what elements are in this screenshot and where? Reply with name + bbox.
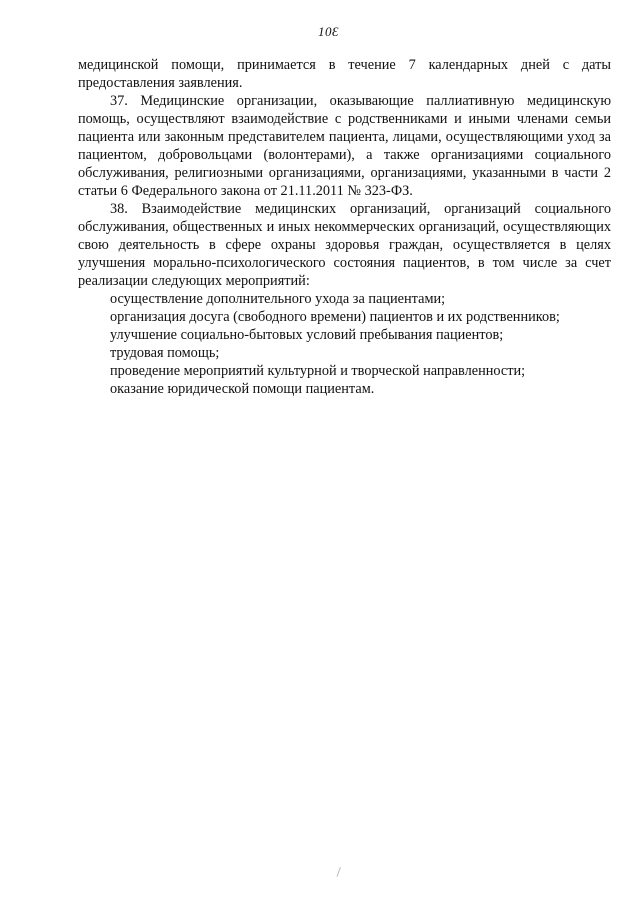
list-item: осуществление дополнительного ухода за пациентами; (110, 291, 446, 307)
list-item: трудовая помощь; (110, 345, 220, 361)
document-body (78, 56, 611, 398)
page-number: 10Ɛ (318, 24, 339, 39)
paragraph-continuation: медицинской помощи, принимается в течение 7 календарных дней с даты предоставления заявления. (78, 57, 611, 91)
scan-artifact (337, 867, 347, 879)
paragraph-37: 37. Медицинские организации, оказывающие паллиативную медицинскую помощь, осуществляют взаимодействие с родственниками и иными членами семьи пациента или законным представителем пациента, лицами, осуществляющими уход за пациентом, добровольцами (волонтерами), а также организациями социального обслуживания, религиозными организациями, организациями, указанными в части 2 статьи 6 Федерального закона от 21.11.2011 № 323-ФЗ. (78, 93, 611, 199)
measures-list (78, 290, 611, 398)
list-item: организация досуга (свободного времени) пациентов и их родственников; (110, 309, 560, 325)
paragraph-38: 38. Взаимодействие медицинских организаций, организаций социального обслуживания, общественных и иных некоммерческих организаций, осуществляющих свою деятельность в сфере охраны здоровья граждан, осуществляется в целях улучшения морально-психологического состояния пациентов, в том числе за счет реализации следующих мероприятий: (78, 201, 611, 289)
list-item: улучшение социально-бытовых условий пребывания пациентов; (110, 327, 504, 343)
list-item: проведение мероприятий культурной и творческой направленности; (110, 363, 526, 379)
list-item: оказание юридической помощи пациентам. (110, 381, 375, 397)
